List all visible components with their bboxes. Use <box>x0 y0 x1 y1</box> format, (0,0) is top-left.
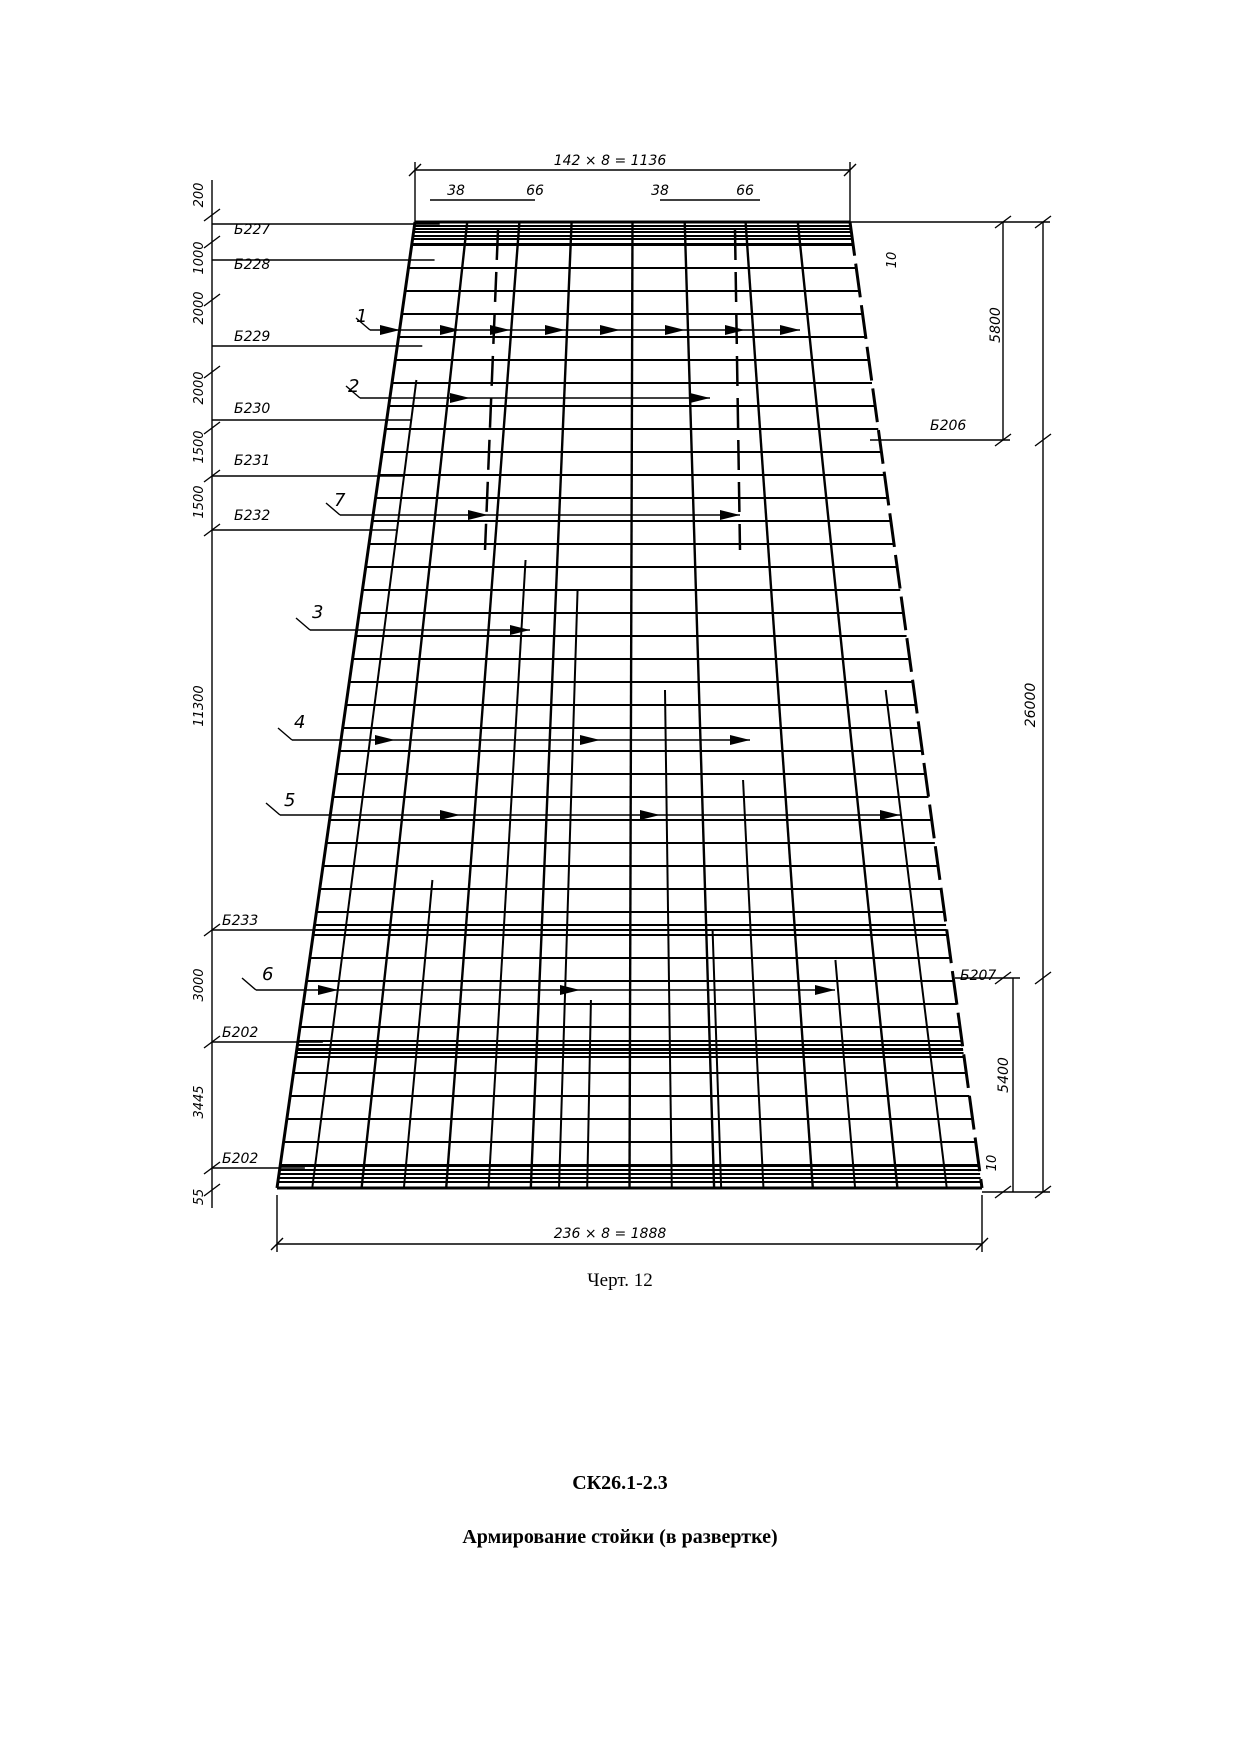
dashed-bar <box>485 230 498 550</box>
right-dimension: 5800 <box>988 307 1004 343</box>
arrow-line <box>242 978 256 990</box>
left-dimension: 3445 <box>192 1085 207 1119</box>
arrow-head <box>720 510 740 520</box>
document-title: Армирование стойки (в развертке) <box>462 1526 778 1548</box>
left-dimension: 1500 <box>192 430 207 464</box>
position-number: 5 <box>284 790 296 811</box>
vertical-bar <box>312 380 416 1188</box>
position-number: 3 <box>312 602 324 623</box>
arrow-head <box>780 325 800 335</box>
position-number: 2 <box>348 376 360 397</box>
arrow-line <box>278 728 292 740</box>
rebar-mark: Б230 <box>234 401 271 417</box>
rebar-mark: Б233 <box>222 913 259 929</box>
right-dimension: 10 <box>985 1154 1000 1172</box>
top-small-dim: 66 <box>736 183 754 199</box>
arrow-head <box>815 985 835 995</box>
vertical-bar <box>665 690 672 1188</box>
rebar-mark: Б202 <box>222 1025 259 1041</box>
arrow-head <box>640 810 660 820</box>
arrow-head <box>880 810 900 820</box>
left-dimension: 2000 <box>192 371 207 405</box>
vertical-bar <box>886 690 947 1188</box>
left-dimension: 1000 <box>192 241 207 275</box>
position-number: 1 <box>356 306 368 327</box>
arrow-head <box>665 325 685 335</box>
arrow-head <box>560 985 580 995</box>
vertical-bar <box>743 780 763 1188</box>
figure-caption: Черт. 12 <box>587 1270 653 1291</box>
position-number: 7 <box>334 490 346 511</box>
rebar-mark: Б227 <box>234 222 271 238</box>
arrow-head <box>375 735 395 745</box>
bottom-dimension: 236 × 8 = 1888 <box>553 1226 667 1242</box>
top-dimension: 142 × 8 = 1136 <box>553 153 667 169</box>
top-small-dim: 38 <box>651 183 669 199</box>
right-dimension: 5400 <box>996 1057 1012 1093</box>
right-dimension: 10 <box>885 251 900 269</box>
rebar-mark: Б231 <box>234 453 271 469</box>
rebar-mark: Б229 <box>234 329 271 345</box>
top-small-dim: 38 <box>447 183 465 199</box>
rebar-grid <box>277 222 982 1188</box>
arrow-head <box>380 325 400 335</box>
arrow-head <box>580 735 600 745</box>
rebar-mark: Б228 <box>234 257 271 273</box>
left-dimension: 11300 <box>192 685 207 727</box>
arrow-head <box>440 810 460 820</box>
top-small-dim: 66 <box>526 183 544 199</box>
rebar-mark: Б206 <box>930 418 967 434</box>
arrow-head <box>490 325 510 335</box>
document-code: СК26.1-2.3 <box>572 1472 668 1494</box>
arrow-head <box>690 393 710 403</box>
left-dimension: 200 <box>192 182 207 208</box>
left-dimension: 2000 <box>192 291 207 325</box>
left-dimension: 55 <box>192 1188 207 1206</box>
arrow-head <box>545 325 565 335</box>
arrow-head <box>450 393 470 403</box>
rebar-mark: Б207 <box>960 968 997 984</box>
rebar-mark: Б202 <box>222 1151 259 1167</box>
rebar-mark: Б232 <box>234 508 271 524</box>
arrow-line <box>296 618 310 630</box>
arrow-head <box>730 735 750 745</box>
arrow-head <box>725 325 745 335</box>
arrow-head <box>510 625 530 635</box>
vertical-bar <box>630 222 633 1188</box>
arrow-head <box>440 325 460 335</box>
arrow-head <box>318 985 338 995</box>
arrow-head <box>600 325 620 335</box>
position-number: 4 <box>294 712 306 733</box>
position-number: 6 <box>262 964 274 985</box>
vertical-bar <box>489 560 526 1188</box>
arrow-line <box>266 803 280 815</box>
arrow-head <box>468 510 488 520</box>
dimension-lines <box>204 162 1051 1252</box>
right-dimension: 26000 <box>1023 682 1039 728</box>
vertical-bar <box>587 1000 591 1188</box>
dashed-bar <box>735 230 740 550</box>
left-dimension: 3000 <box>192 968 207 1002</box>
left-dimension: 1500 <box>192 485 207 519</box>
